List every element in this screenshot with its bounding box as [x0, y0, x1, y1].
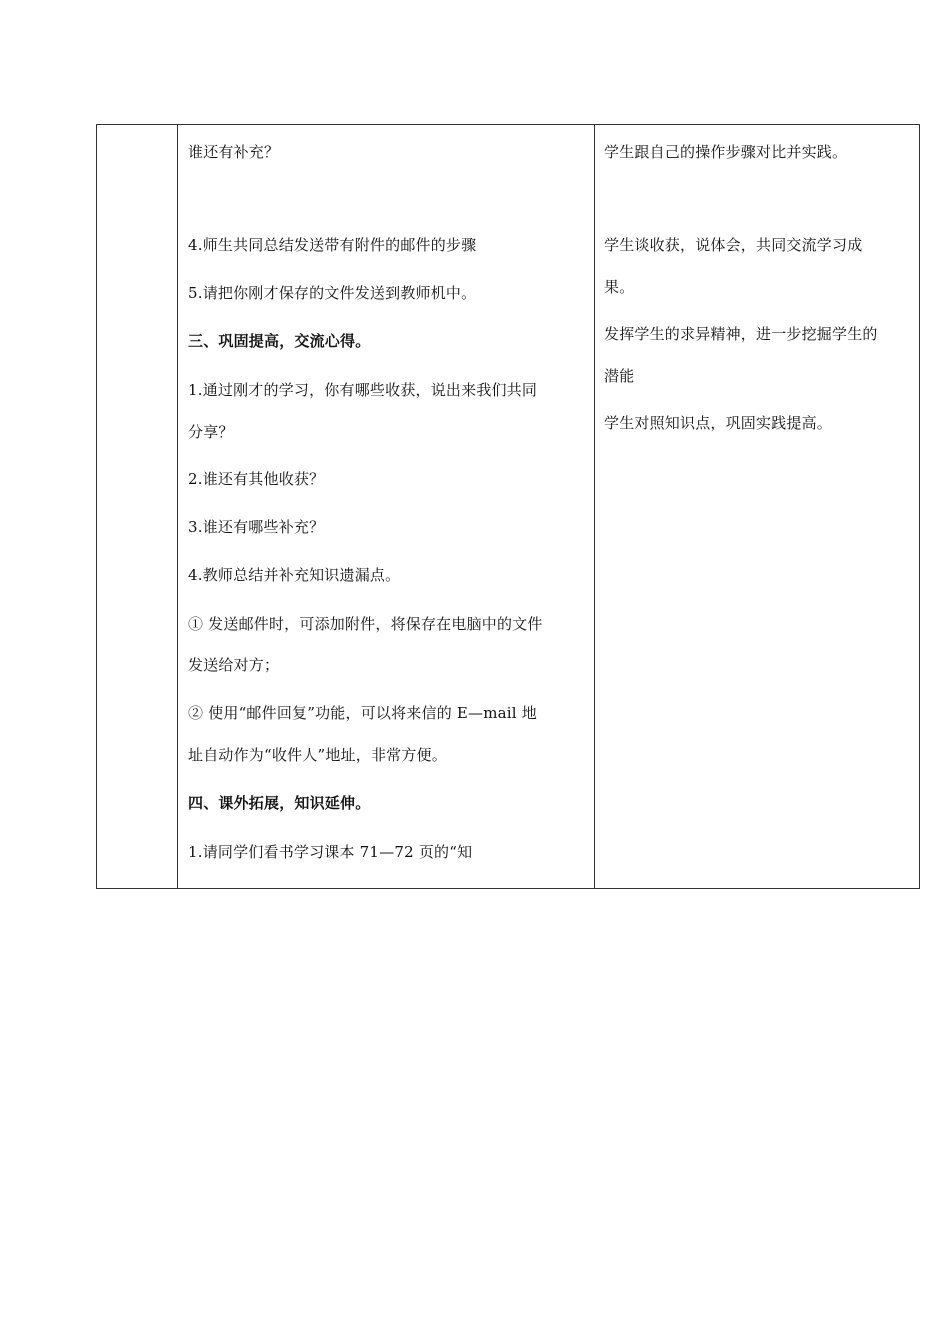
teacher-line: 1.通过刚才的学习，你有哪些收获，说出来我们共同 — [188, 381, 538, 399]
teacher-line: ① 发送邮件时，可添加附件，将保存在电脑中的文件 — [188, 615, 543, 633]
teacher-line: 址自动作为“收件人”地址，非常方便。 — [188, 746, 447, 764]
section-heading: 四、课外拓展，知识延伸。 — [188, 794, 371, 812]
teacher-line: 4.教师总结并补充知识遗漏点。 — [188, 566, 401, 584]
student-line: 学生谈收获，说体会，共同交流学习成 — [604, 236, 863, 254]
teacher-line: 谁还有补充？ — [188, 143, 280, 161]
student-line: 潜能 — [604, 367, 635, 385]
teacher-activity-cell — [178, 125, 595, 889]
student-line: 学生对照知识点，巩固实践提高。 — [604, 414, 833, 432]
teacher-line: 1.请同学们看书学习课本 71—72 页的“知 — [188, 843, 473, 861]
teacher-line: 5.请把你刚才保存的文件发送到教师机中。 — [188, 284, 477, 302]
student-line: 果。 — [604, 278, 635, 296]
teacher-line: 分享？ — [188, 423, 234, 441]
teacher-line: 发送给对方； — [188, 656, 280, 674]
teacher-line: 3.谁还有哪些补充？ — [188, 518, 325, 536]
teacher-line: 4.师生共同总结发送带有附件的邮件的步骤 — [188, 236, 477, 254]
student-activity-cell — [595, 125, 920, 889]
lesson-plan-table — [96, 124, 920, 889]
empty-first-column-cell — [97, 125, 178, 889]
teacher-line: 2.谁还有其他收获？ — [188, 470, 325, 488]
section-heading: 三、巩固提高，交流心得。 — [188, 332, 371, 350]
teacher-line: ② 使用“邮件回复”功能，可以将来信的 E—mail 地 — [188, 704, 537, 722]
table-row — [97, 125, 920, 889]
student-line: 学生跟自己的操作步骤对比并实践。 — [604, 143, 848, 161]
student-line: 发挥学生的求异精神，进一步挖掘学生的 — [604, 325, 878, 343]
